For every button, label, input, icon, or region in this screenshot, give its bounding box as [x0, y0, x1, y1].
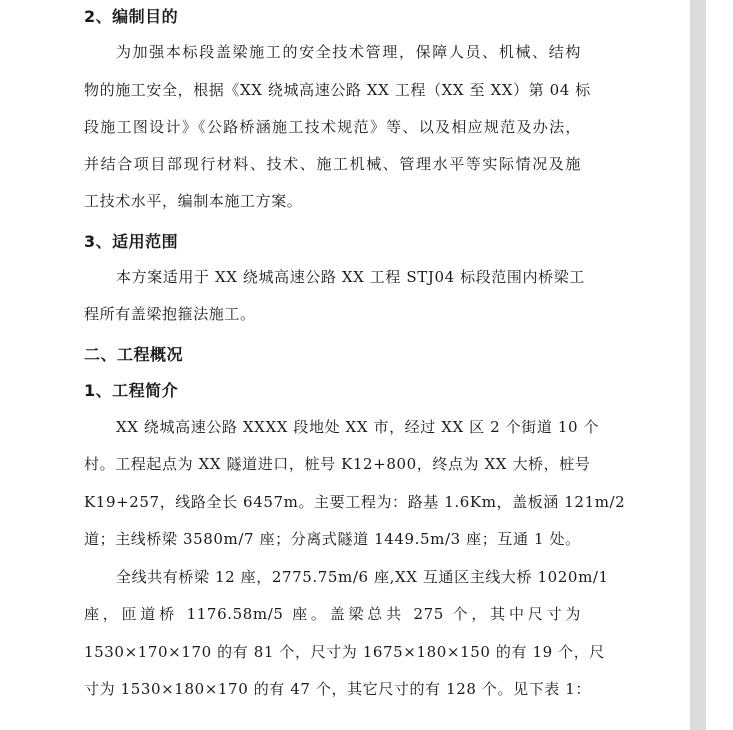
heading-scope: 3、适用范围 — [84, 232, 179, 251]
paragraph-line: 座，匝道桥 1176.58m/5 座。盖梁总共 275 个，其中尺寸为 — [84, 605, 581, 623]
paragraph-line: 寸为 1530×180×170 的有 47 个，其它尺寸的有 128 个。见下表 1： — [84, 680, 592, 698]
paragraph-line: 为加强本标段盖梁施工的安全技术管理，保障人员、机械、结构 — [116, 43, 581, 61]
paragraph-line: 物的施工安全，根据《XX 绕城高速公路 XX 工程（XX 至 XX）第 04 标 — [84, 81, 591, 99]
paragraph-line: 程所有盖梁抱箍法施工。 — [84, 305, 256, 323]
heading-project-overview: 二、工程概况 — [84, 345, 184, 364]
paragraph-line: 段施工图设计》《公路桥涵施工技术规范》等、以及相应规范及办法， — [84, 118, 581, 136]
paragraph-line: 村。工程起点为 XX 隧道进口，桩号 K12+800，终点为 XX 大桥，桩号 — [84, 455, 591, 473]
paragraph-line: 工技术水平，编制本施工方案。 — [84, 192, 303, 210]
paragraph-line: 本方案适用于 XX 绕城高速公路 XX 工程 STJ04 标段范围内桥梁工 — [116, 268, 585, 286]
paragraph-line: 全线共有桥梁 12 座，2775.75m/6 座,XX 互通区主线大桥 1020m/1 — [116, 568, 609, 586]
heading-purpose: 2、编制目的 — [84, 7, 179, 26]
window-margin — [706, 0, 733, 730]
paragraph-line: K19+257，线路全长 6457m。主要工程为：路基 1.6Km，盖板涵 121m/2 — [84, 493, 626, 511]
paragraph-line: 1530×170×170 的有 81 个，尺寸为 1675×180×150 的有 19 个，尺 — [84, 643, 605, 661]
paragraph-line: 并结合项目部现行材料、技术、施工机械、管理水平等实际情况及施 — [84, 155, 581, 173]
heading-project-intro: 1、工程简介 — [84, 381, 179, 400]
paragraph-line: XX 绕城高速公路 XXXX 段地处 XX 市，经过 XX 区 2 个街道 10 个 — [116, 418, 600, 436]
paragraph-line: 道；主线桥梁 3580m/7 座；分离式隧道 1449.5m/3 座；互通 1 处。 — [84, 530, 581, 548]
vertical-scrollbar[interactable] — [690, 0, 706, 730]
